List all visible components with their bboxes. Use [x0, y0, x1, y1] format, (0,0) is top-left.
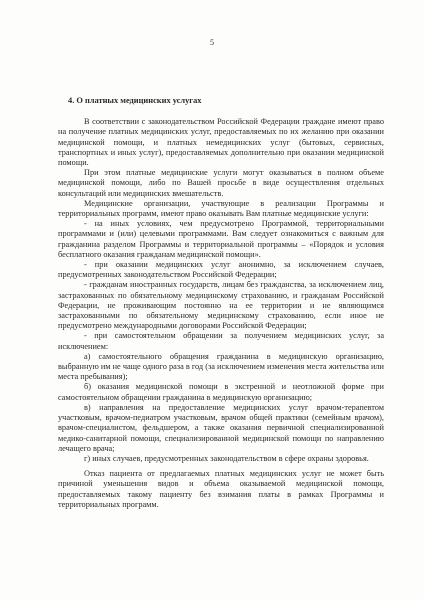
document-body	[58, 96, 384, 510]
section-title: 4. О платных медицинских услугах	[68, 96, 202, 105]
paragraph-scope: При этом платные медицинские услуги могут оказываться в полном объеме медицинской помощи, либо по Вашей просьбе в виде осуществления отдельных консультаций или медицинских вмешательств.	[58, 168, 384, 198]
list-item-foreign-citizens: - гражданам иностранных государств, лицам без гражданства, за исключением лиц, застрахованных по обязательному медицинскому страхованию, и гражданам Российской Федерации, не проживающим постоянно на ее территории и не являющимся застрахованными по обязательному медицинскому страхованию, если иное не предусмотрено международными договорами Российской Федерации;	[58, 280, 384, 331]
page-number: 5	[210, 38, 214, 47]
list-item-anonymous: - при оказании медицинских услуг анонимно, за исключением случаев, предусмотренных законодательством Российской Федерации;	[58, 260, 384, 280]
sub-item-a: а) самостоятельного обращения гражданина в медицинскую организацию, выбранную им не чаще одного раза в год (за исключением изменения места жительства или места пребывания);	[58, 351, 384, 382]
paragraph-organizations: Медицинские организации, участвующие в реализации Программы и территориальных программ, имеют право оказывать Вам платные медицинские услуги:	[58, 198, 384, 219]
sub-item-v: в) направления на предоставление медицинских услуг врачом-терапевтом участковым, врачом-педиатром участковым, врачом общей практики (семейным врачом), врачом-специалистом, фельдшером, а также оказания первичной специализированной медико-санитарной помощи, специализированной медицинской помощи по направлению лечащего врача;	[58, 402, 384, 453]
list-item-other-conditions: - на иных условиях, чем предусмотрено Программой, территориальными программами и (или) целевыми программами. Вам следует ознакомиться с важным для гражданина разделом Программы и территориальной программы – «Порядок и условия бесплатного оказания гражданам медицинской помощи».	[58, 219, 384, 259]
paragraph-rights: В соответствии с законодательством Российской Федерации граждане имеют право на получение платных медицинских услуг, предоставляемых по их желанию при оказании медицинской помощи, и платных немедицинских услуг (бытовых, сервисных, транспортных и иных услуг), предоставляемых дополнительно при оказании медицинской помощи.	[58, 117, 384, 168]
sub-item-g: г) иных случаев, предусмотренных законодательством в сфере охраны здоровья.	[84, 453, 369, 463]
paragraph-refusal: Отказ пациента от предлагаемых платных медицинских услуг не может быть причиной уменьшения видов и объема оказываемой медицинской помощи, предоставляемых такому пациенту без взимания платы в рамках Программы и территориальных программ.	[58, 469, 384, 509]
sub-item-b: б) оказания медицинской помощи в экстренной и неотложной форме при самостоятельном обращении гражданина в медицинскую организацию;	[58, 382, 384, 402]
list-item-self-referral: - при самостоятельном обращении за получением медицинских услуг, за исключением:	[58, 331, 384, 351]
